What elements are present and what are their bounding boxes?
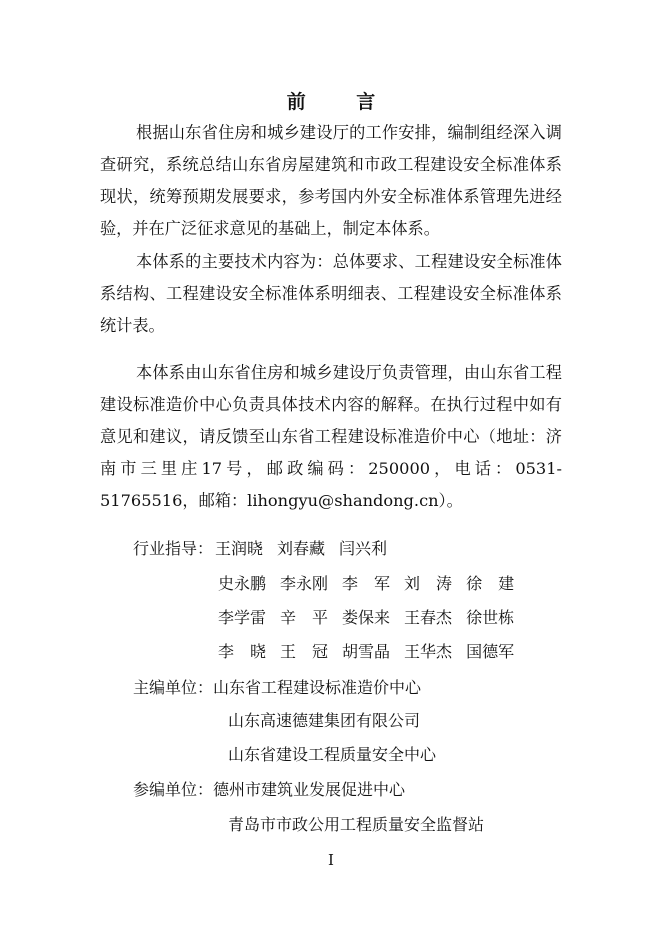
guidance-name: 徐 建 <box>466 574 515 593</box>
guidance-name: 李 晓 <box>218 642 267 661</box>
chief-unit: 山东高速德建集团有限公司 <box>228 711 421 730</box>
page-title: 前 言 <box>286 91 398 113</box>
participating-unit: 青岛市市政公用工程质量安全监督站 <box>228 815 485 834</box>
guidance-name: 胡雪晶 <box>342 642 391 661</box>
guidance-name: 李学雷 <box>218 608 267 627</box>
guidance-row-2 <box>218 572 514 596</box>
intro-paragraph-3: 本体系由山东省住房和城乡建设厅负责管理，由山东省工程建设标准造价中心负责具体技术内容的解释。在执行过程中如有意见和建议，请反馈至山东省工程建设标准造价中心（地址：济南市三里庄17号，邮政编码：250000，电话：0531-51765516，邮箱：lihongyu@shandong.cn）。 <box>100 363 562 510</box>
guidance-name: 辛 平 <box>280 608 329 627</box>
guidance-row-4 <box>218 640 514 664</box>
guidance-name: 国德军 <box>466 642 515 661</box>
guidance-name: 王润晓 <box>215 539 264 558</box>
guidance-row-1 <box>133 537 387 561</box>
guidance-name: 娄保来 <box>342 608 391 627</box>
guidance-name: 刘 涛 <box>404 574 453 593</box>
participating-unit-row-1 <box>133 778 405 802</box>
guidance-name: 刘春藏 <box>277 539 326 558</box>
intro-paragraph-1: 根据山东省住房和城乡建设厅的工作安排，编制组经深入调查研究，系统总结山东省房屋建筑和市政工程建设安全标准体系现状，统筹预期发展要求，参考国内外安全标准体系管理先进经验，并在广泛征求意见的基础上，制定本体系。 <box>100 123 562 238</box>
intro-paragraph-2: 本体系的主要技术内容为：总体要求、工程建设安全标准体系结构、工程建设安全标准体系明细表、工程建设安全标准体系统计表。 <box>100 252 562 335</box>
guidance-name: 王华杰 <box>404 642 453 661</box>
guidance-name: 史永鹏 <box>218 574 267 593</box>
guidance-name: 李 军 <box>342 574 391 593</box>
guidance-name: 徐世栋 <box>466 608 515 627</box>
chief-unit-row-3 <box>228 743 436 767</box>
participating-units-label: 参编单位： <box>133 780 214 799</box>
page-number: I <box>328 851 334 869</box>
guidance-label: 行业指导： <box>133 539 214 558</box>
guidance-name: 王春杰 <box>404 608 453 627</box>
participating-unit-row-2 <box>228 813 484 837</box>
guidance-name: 李永刚 <box>280 574 329 593</box>
participating-unit: 德州市建筑业发展促进中心 <box>213 780 406 799</box>
guidance-name: 王 冠 <box>280 642 329 661</box>
chief-unit-row-1 <box>133 676 421 700</box>
chief-unit-row-2 <box>228 709 420 733</box>
chief-units-label: 主编单位： <box>133 678 214 697</box>
guidance-row-3 <box>218 606 514 630</box>
guidance-name: 闫兴利 <box>339 539 388 558</box>
chief-unit: 山东省建设工程质量安全中心 <box>228 745 437 764</box>
chief-unit: 山东省工程建设标准造价中心 <box>213 678 422 697</box>
